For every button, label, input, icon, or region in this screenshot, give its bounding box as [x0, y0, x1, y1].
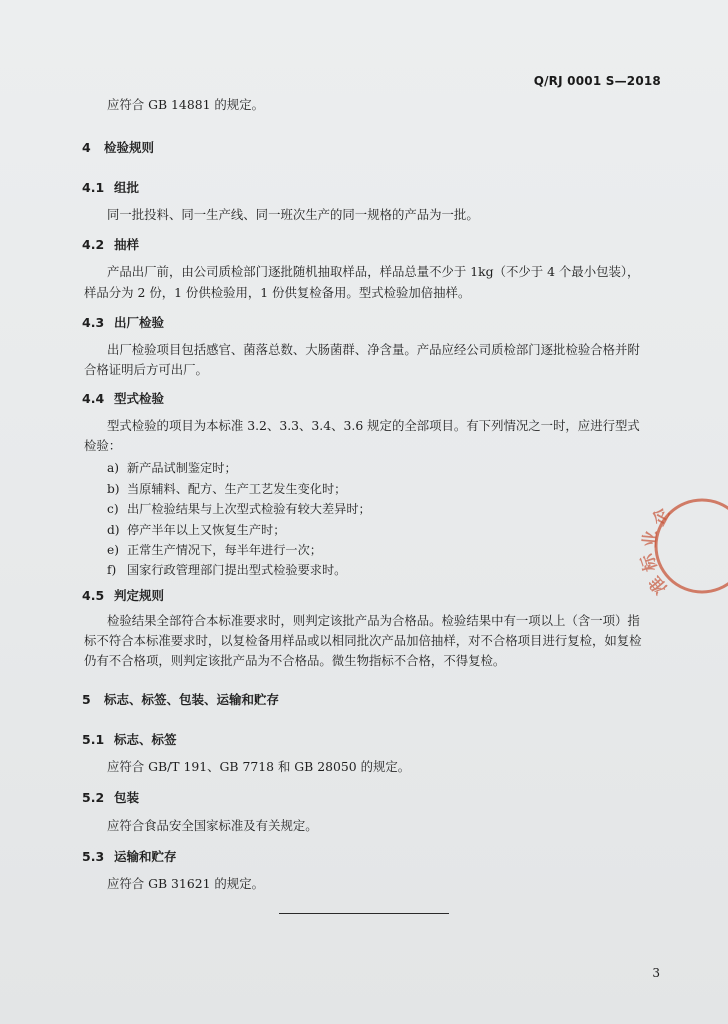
end-divider — [279, 913, 449, 914]
section-title: 组批 — [114, 180, 140, 195]
section-4-5-line-2: 标不符合本标准要求时，以复检备用样品或以相同批次产品加倍抽样，对不合格项目进行复检，如复检 — [84, 633, 642, 648]
list-text: 当原辅料、配方、生产工艺发生变化时； — [127, 482, 347, 496]
seal-char: 企 — [648, 504, 675, 530]
section-number: 5.1 — [82, 732, 105, 747]
section-4-3-line-2: 合格证明后方可出厂。 — [84, 362, 208, 377]
document-code: Q/RJ 0001 S—2018 — [533, 74, 661, 88]
section-number: 4.1 — [82, 180, 105, 195]
section-4-2-line-2: 样品分为 2 份，1 份供检验用，1 份供复检备用。型式检验加倍抽样。 — [84, 285, 471, 300]
section-4-4-heading — [82, 389, 164, 407]
page-number: 3 — [652, 966, 660, 980]
list-marker: d) — [107, 523, 120, 537]
seal-stamp — [637, 490, 728, 600]
section-4-3-heading — [82, 313, 164, 331]
list-text: 出厂检验结果与上次型式检验有较大差异时； — [127, 502, 371, 516]
section-number: 4.2 — [82, 237, 105, 252]
section-5-1-text: 应符合 GB/T 191、GB 7718 和 GB 28050 的规定。 — [107, 759, 411, 774]
section-4-2-heading — [82, 235, 139, 253]
section-4-2-line-1: 产品出厂前，由公司质检部门逐批随机抽取样品，样品总量不少于 1kg（不少于 4 个最小包装）， — [107, 264, 640, 279]
seal-char: 标 — [637, 551, 662, 574]
list-item — [107, 500, 371, 517]
section-title: 标志、标签 — [114, 732, 177, 747]
list-item — [107, 561, 346, 578]
list-marker: f) — [107, 563, 117, 577]
intro-text: 应符合 GB 14881 的规定。 — [107, 97, 264, 112]
section-title: 判定规则 — [114, 588, 165, 603]
section-title: 抽样 — [114, 237, 140, 252]
list-text: 新产品试制鉴定时； — [127, 461, 237, 475]
list-marker: b) — [107, 482, 120, 496]
list-marker: e) — [107, 543, 119, 557]
section-title: 包装 — [114, 790, 140, 805]
list-text: 国家行政管理部门提出型式检验要求时。 — [127, 563, 347, 577]
section-5-3-text: 应符合 GB 31621 的规定。 — [107, 876, 264, 891]
section-4-4-line-1: 型式检验的项目为本标准 3.2、3.3、3.4、3.6 规定的全部项目。有下列情况之一时，应进行型式 — [107, 418, 640, 433]
section-5-1-heading — [82, 730, 177, 748]
list-item — [107, 459, 237, 476]
section-4-5-line-1: 检验结果全部符合本标准要求时，则判定该批产品为合格品。检验结果中有一项以上（含一项）指 — [107, 613, 640, 628]
list-text: 停产半年以上又恢复生产时； — [127, 523, 286, 537]
section-5-3-heading — [82, 847, 177, 865]
section-title: 型式检验 — [114, 391, 165, 406]
section-4-5-heading — [82, 586, 164, 604]
seal-char: 业 — [640, 529, 662, 549]
section-4-1-text: 同一批投料、同一生产线、同一班次生产的同一规格的产品为一批。 — [107, 207, 479, 222]
section-number: 4 — [82, 140, 91, 155]
list-text: 正常生产情况下，每半年进行一次； — [127, 543, 322, 557]
section-4-heading — [82, 138, 154, 156]
section-title: 运输和贮存 — [114, 849, 177, 864]
section-number: 5 — [82, 692, 91, 707]
section-title: 检验规则 — [104, 140, 155, 155]
list-item — [107, 521, 285, 538]
section-number: 4.4 — [82, 391, 105, 406]
section-4-5-line-3: 仍有不合格项，则判定该批产品为不合格品。微生物指标不合格，不得复检。 — [84, 653, 506, 668]
list-item — [107, 541, 322, 558]
section-4-4-line-2: 检验： — [84, 438, 122, 453]
section-number: 5.2 — [82, 790, 105, 805]
seal-char: 准 — [645, 571, 672, 598]
list-marker: a) — [107, 461, 120, 475]
section-number: 4.3 — [82, 315, 105, 330]
section-5-heading — [82, 690, 279, 708]
list-marker: c) — [107, 502, 119, 516]
section-number: 4.5 — [82, 588, 105, 603]
section-5-2-text: 应符合食品安全国家标准及有关规定。 — [107, 818, 318, 833]
section-4-1-heading — [82, 178, 139, 196]
section-title: 出厂检验 — [114, 315, 165, 330]
section-5-2-heading — [82, 788, 139, 806]
section-title: 标志、标签、包装、运输和贮存 — [104, 692, 280, 707]
section-number: 5.3 — [82, 849, 105, 864]
section-4-3-line-1: 出厂检验项目包括感官、菌落总数、大肠菌群、净含量。产品应经公司质检部门逐批检验合格并附 — [107, 342, 640, 357]
list-item — [107, 480, 346, 497]
